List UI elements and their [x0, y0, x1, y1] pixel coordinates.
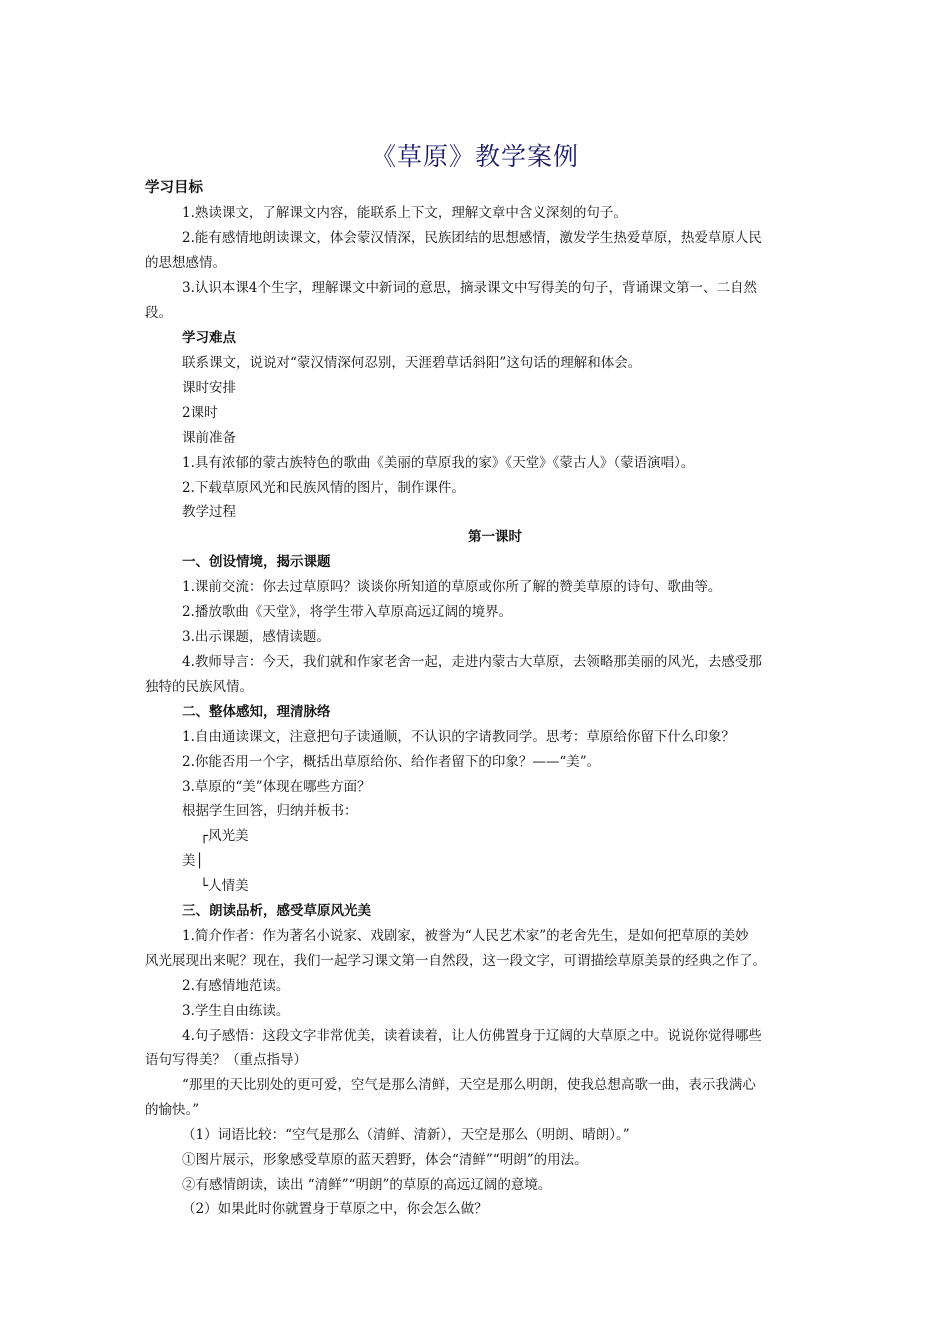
paragraph-line: 独特的民族风情。	[145, 679, 253, 695]
section-heading: 二、整体感知，理清脉络	[182, 704, 331, 720]
paragraph-line: ①图片展示，形象感受草原的蓝天碧野，体会“清鲜”“明朗”的用法。	[182, 1152, 588, 1168]
board-diagram-line: └人情美	[200, 878, 249, 894]
paragraph-line: 教学过程	[182, 504, 236, 520]
paragraph-line: 2.下载草原风光和民族风情的图片，制作课件。	[182, 480, 465, 496]
paragraph-line: “那里的天比别处的更可爱，空气是那么清鲜，天空是那么明朗，使我总想高歌一曲，表示我满心	[182, 1077, 756, 1093]
paragraph-line: 的思想感情。	[145, 255, 226, 271]
paragraph-line: （2）如果此时你就置身于草原之中，你会怎么做？	[182, 1201, 488, 1217]
paragraph-line: 1.课前交流：你去过草原吗？谈谈你所知道的草原或你所了解的赞美草原的诗句、歌曲等。	[182, 579, 722, 595]
paragraph-line: 1.具有浓郁的蒙古族特色的歌曲《美丽的草原我的家》《天堂》《蒙古人》（蒙语演唱）。	[182, 455, 695, 471]
paragraph-line: 2.能有感情地朗读课文，体会蒙汉情深，民族团结的思想感情，激发学生热爱草原，热爱草原人民	[182, 230, 762, 246]
paragraph-line: 课时安排	[182, 380, 236, 396]
paragraph-line: 语句写得美？（重点指导）	[145, 1052, 307, 1068]
heading-learning-goals: 学习目标	[145, 180, 203, 196]
paragraph-line: 根据学生回答，归纳并板书：	[182, 803, 358, 819]
paragraph-line: 1.熟读课文，了解课文内容，能联系上下文，理解文章中含义深刻的句子。	[182, 205, 627, 221]
paragraph-line: 4.句子感悟：这段文字非常优美，读着读着，让人仿佛置身于辽阔的大草原之中。说说你觉得哪些	[182, 1028, 762, 1044]
paragraph-line: ②有感情朗读，读出 “清鲜”“明朗”的草原的高远辽阔的意境。	[182, 1177, 552, 1193]
paragraph-line: 联系课文，说说对“蒙汉情深何忍别，天涯碧草话斜阳”这句话的理解和体会。	[182, 355, 642, 371]
paragraph-line: 3.认识本课4个生字，理解课文中新词的意思，摘录课文中写得美的句子，背诵课文第一、二自然	[182, 280, 757, 296]
paragraph-line: 3.草原的“美”体现在哪些方面？	[182, 779, 371, 795]
paragraph-line: 3.出示课题，感情读题。	[182, 629, 330, 645]
paragraph-line: 1.简介作者：作为著名小说家、戏剧家，被誉为“人民艺术家”的老舍先生，是如何把草原的美妙	[182, 928, 749, 944]
board-diagram-line: 美│	[182, 853, 204, 869]
paragraph-line: 3.学生自由练读。	[182, 1003, 290, 1019]
paragraph-line: 课前准备	[182, 430, 236, 446]
page-title: 《草原》教学案例	[370, 142, 579, 171]
heading-first-lesson: 第一课时	[468, 529, 522, 545]
section-heading: 一、创设情境，揭示课题	[182, 554, 331, 570]
paragraph-line: 2课时	[182, 405, 218, 421]
paragraph-line: 段。	[145, 305, 172, 321]
paragraph-line: 2.播放歌曲《天堂》，将学生带入草原高远辽阔的境界。	[182, 604, 513, 620]
paragraph-line: 的愉快。”	[145, 1102, 200, 1118]
section-heading: 三、朗读品析，感受草原风光美	[182, 903, 371, 919]
paragraph-line: （1）词语比较：“空气是那么（清鲜、清新），天空是那么（明朗、晴朗）。”	[182, 1127, 630, 1143]
heading-learning-difficulty: 学习难点	[182, 330, 236, 346]
paragraph-line: 4.教师导言：今天，我们就和作家老舍一起，走进内蒙古大草原，去领略那美丽的风光，去感受那	[182, 654, 762, 670]
board-diagram-line: ┌风光美	[200, 828, 249, 844]
paragraph-line: 2.有感情地范读。	[182, 978, 290, 994]
paragraph-line: 风光展现出来呢？现在，我们一起学习课文第一自然段，这一段文字，可谓描绘草原美景的经典之作了。	[145, 953, 766, 969]
paragraph-line: 2.你能否用一个字，概括出草原给你、给作者留下的印象？——“美”。	[182, 754, 601, 770]
paragraph-line: 1.自由通读课文，注意把句子读通顺，不认识的字请教同学。思考：草原给你留下什么印象？	[182, 729, 735, 745]
